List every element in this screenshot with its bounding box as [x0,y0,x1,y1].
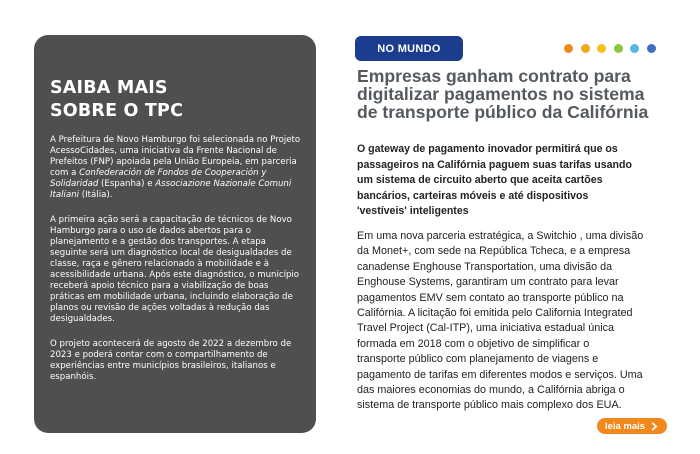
headline-line-3: de transporte público da Califórnia [357,102,649,122]
read-more-button[interactable] [597,418,667,434]
decorative-dots [564,44,656,53]
body-line-8: formada em 2018 com o objetivo de simplificar o [357,337,590,350]
body-line-1: Em uma nova parceria estratégica, a Switchio , uma divisão [357,230,644,242]
sidebar-title-line-2: SOBRE O TPC [50,101,184,121]
sidebar-p1-emphasis-1: Confederación de Fondos de Cooperación y Solidaridad [50,168,267,190]
section-badge: NO MUNDO [355,36,463,61]
lead-line-2: passageiros na Califórnia paguem suas tarifas usando [357,158,632,171]
sidebar-paragraph-1 [50,135,302,202]
article-lead [357,142,672,220]
body-line-4: Enghouse Systems, garantiram um contrato para levar [357,276,619,289]
sidebar-paragraph-2: A primeira ação será a capacitação de técnicos de Novo Hamburgo para o uso de dados abertos para o planejamento e a gestão dos transportes. A etapa seguinte será um diagnóstico local de desigualdades de classe, raça e gênero relacionado à mobilidade e à acessibilidade urbana. Após este diagnóstico, o município receberá apoio técnico para a viabilização de boas práticas em mobilidade urbana, incluindo elaboração de planos ou revisão de ações voltadas à redução das desigualdades. [50,214,300,325]
sidebar-paragraph-3: O projeto acontecerá de agosto de 2022 a dezembro de 2023 e poderá contar com o compartilhamento de experiências entre municípios brasileiros, italianos e espanhóis. [50,338,292,382]
dot-4 [614,44,623,53]
body-line-7: Travel Project (Cal-ITP), uma iniciativa estadual única [357,322,615,335]
sidebar-title [50,77,302,123]
body-line-3: canadense Enghouse Transportation, uma divisão da [357,260,613,273]
dot-1 [564,44,573,53]
body-line-9: transporte público com planejamento de viagens e [357,353,599,366]
sidebar-p1-text-a: A Prefeitura de Novo Hamburgo foi selecionada no Projeto AcessoCidades, uma iniciativa da Frente Nacional de Prefeitos (FNP) apoiada pela União Europeia, em parceria com a [50,135,301,179]
sidebar-panel [34,35,316,433]
sidebar-p1-emphasis-2: Associazione Nazionale Comuni Italiani [50,179,292,201]
article-body [357,229,672,414]
body-line-6: Califórnia. A licitação foi emitida pelo California Integrated [357,307,633,320]
dot-2 [581,44,590,53]
article-headline [357,67,672,121]
body-line-5: pagamentos EMV sem contato ao transporte público na [357,291,624,304]
dot-6 [647,44,656,53]
lead-line-1: O gateway de pagamento inovador permitirá que os [357,143,618,155]
lead-line-3: um sistema de circuito aberto que aceita cartões [357,174,603,186]
lead-line-5: 'vestíveis' inteligentes [357,205,469,217]
body-line-12: sistema de transporte público mais complexo dos EUA. [357,399,622,412]
dot-3 [597,44,606,53]
sidebar-p1-text-c: (Itália). [79,190,113,201]
headline-line-2: digitalizar pagamentos no sistema [357,84,645,104]
read-more-label: leia mais [604,420,646,432]
headline-line-1: Empresas ganham contrato para [357,66,631,86]
dot-5 [630,44,639,53]
chevron-right-icon [650,422,659,431]
body-line-10: pagamento de tarifas em diferentes modos e serviços. Uma [357,368,643,381]
body-line-2: da Monet+, com sede na República Tcheca, e a empresa [357,245,631,258]
body-line-11: das maiores economias do mundo, a Califórnia abriga o [357,384,625,397]
sidebar-p1-text-b: (Espanha) e [98,179,156,190]
sidebar-title-line-1: SAIBA MAIS [50,78,168,98]
lead-line-4: bancários, carteiras móveis e até dispositivos [357,189,589,202]
